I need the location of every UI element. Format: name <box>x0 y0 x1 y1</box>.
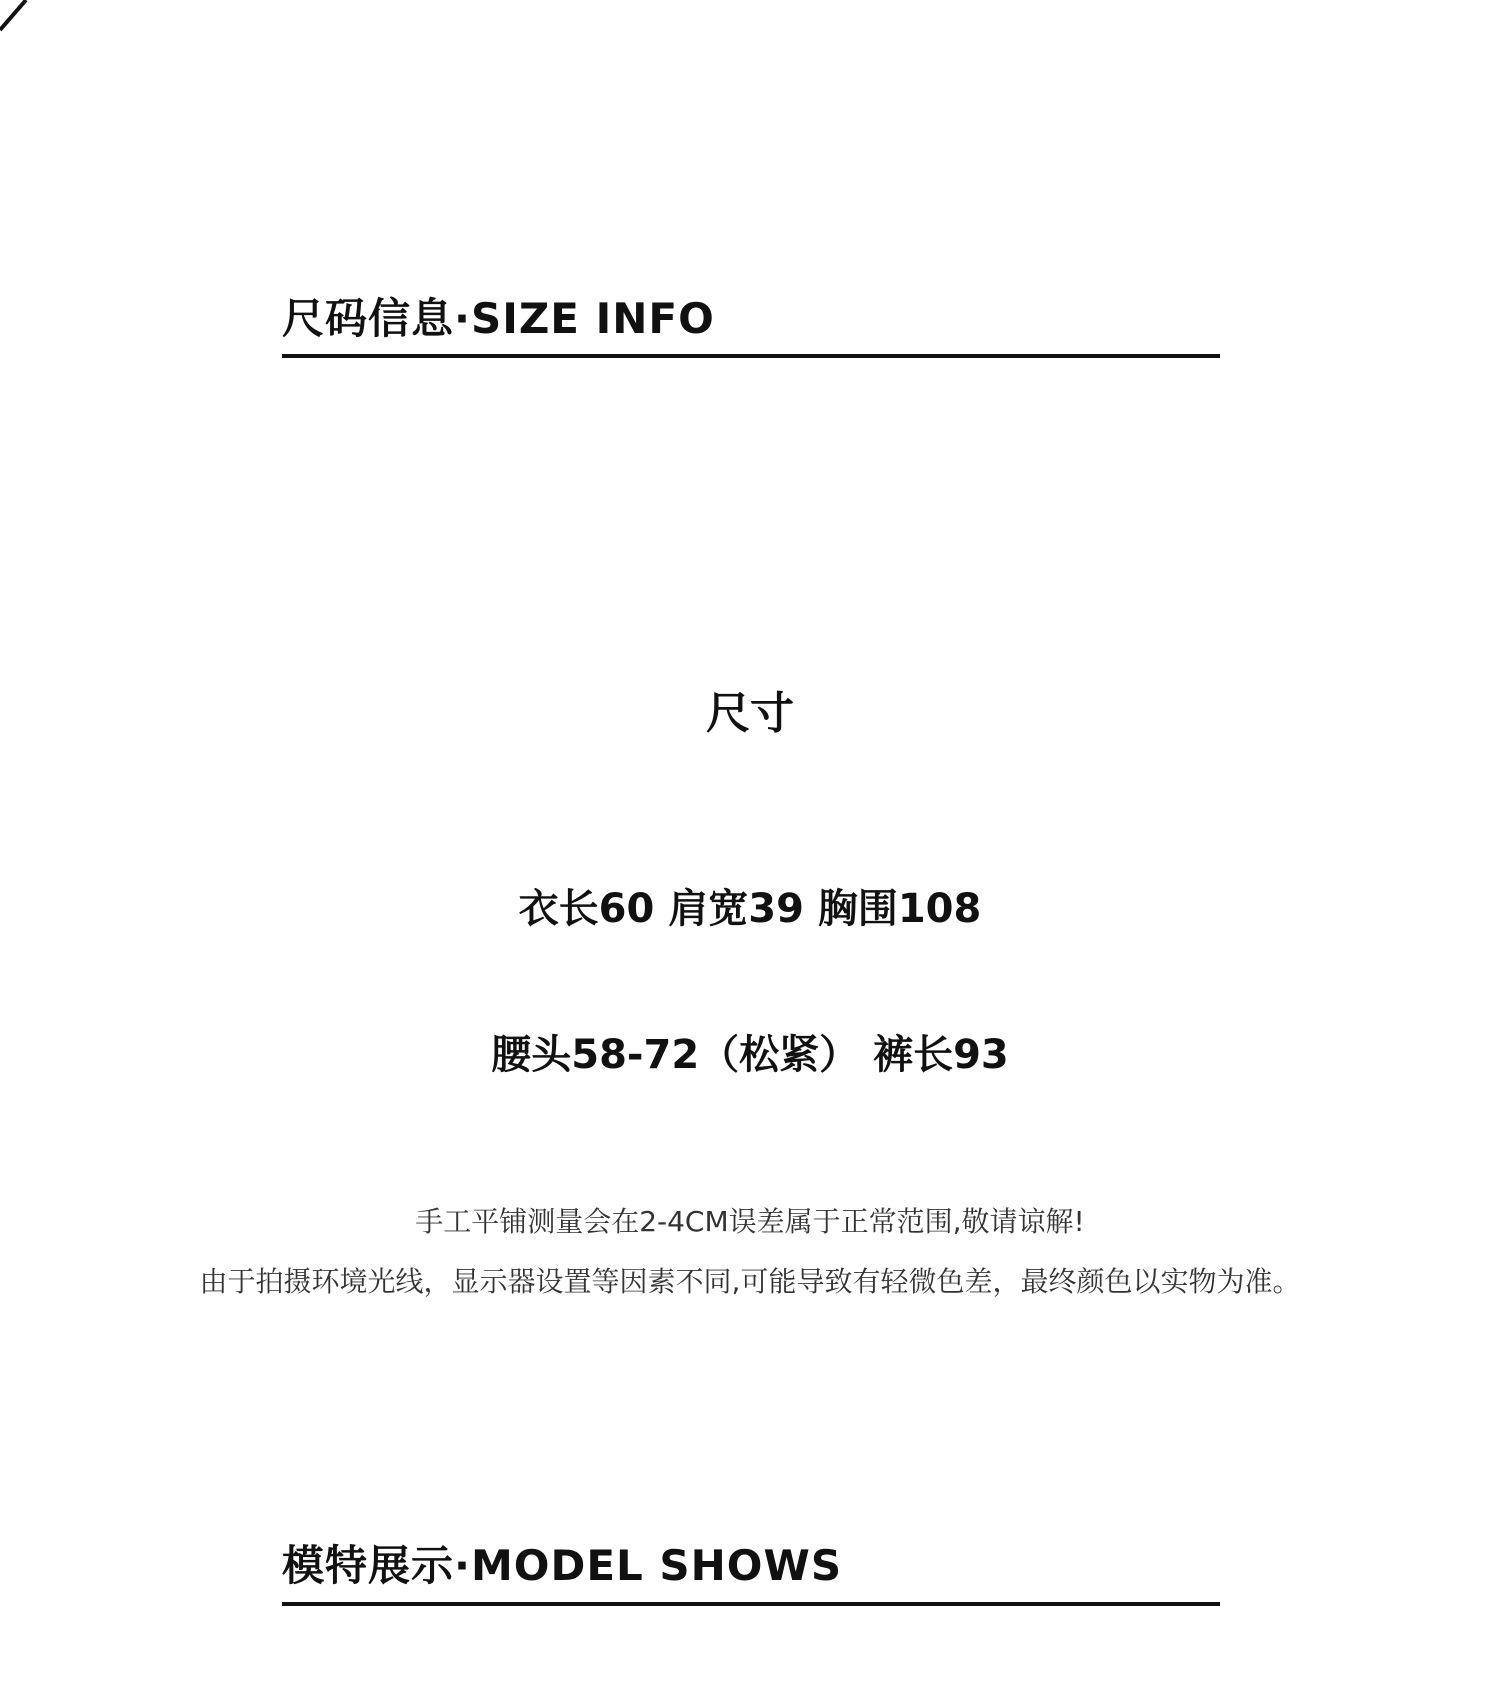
size-spec-top: 衣长60 肩宽39 胸围108 <box>518 886 982 932</box>
model-shows-header <box>282 1541 1220 1590</box>
model-shows-divider <box>282 1602 1220 1606</box>
size-info-title: 尺码信息·SIZE INFO <box>282 294 715 343</box>
size-heading: 尺寸 <box>706 688 794 739</box>
model-shows-title: 模特展示·MODEL SHOWS <box>282 1541 843 1590</box>
color-disclaimer: 由于拍摄环境光线，显示器设置等因素不同,可能导致有轻微色差，最终颜色以实物为准。 <box>199 1265 1301 1298</box>
size-info-header <box>282 294 1220 343</box>
size-info-divider <box>282 354 1220 358</box>
measurement-note: 手工平铺测量会在2-4CM误差属于正常范围,敬请谅解! <box>415 1205 1085 1238</box>
size-spec-bottom: 腰头58-72（松紧） 裤长93 <box>491 1032 1009 1078</box>
corner-decoration-line <box>0 0 60 40</box>
